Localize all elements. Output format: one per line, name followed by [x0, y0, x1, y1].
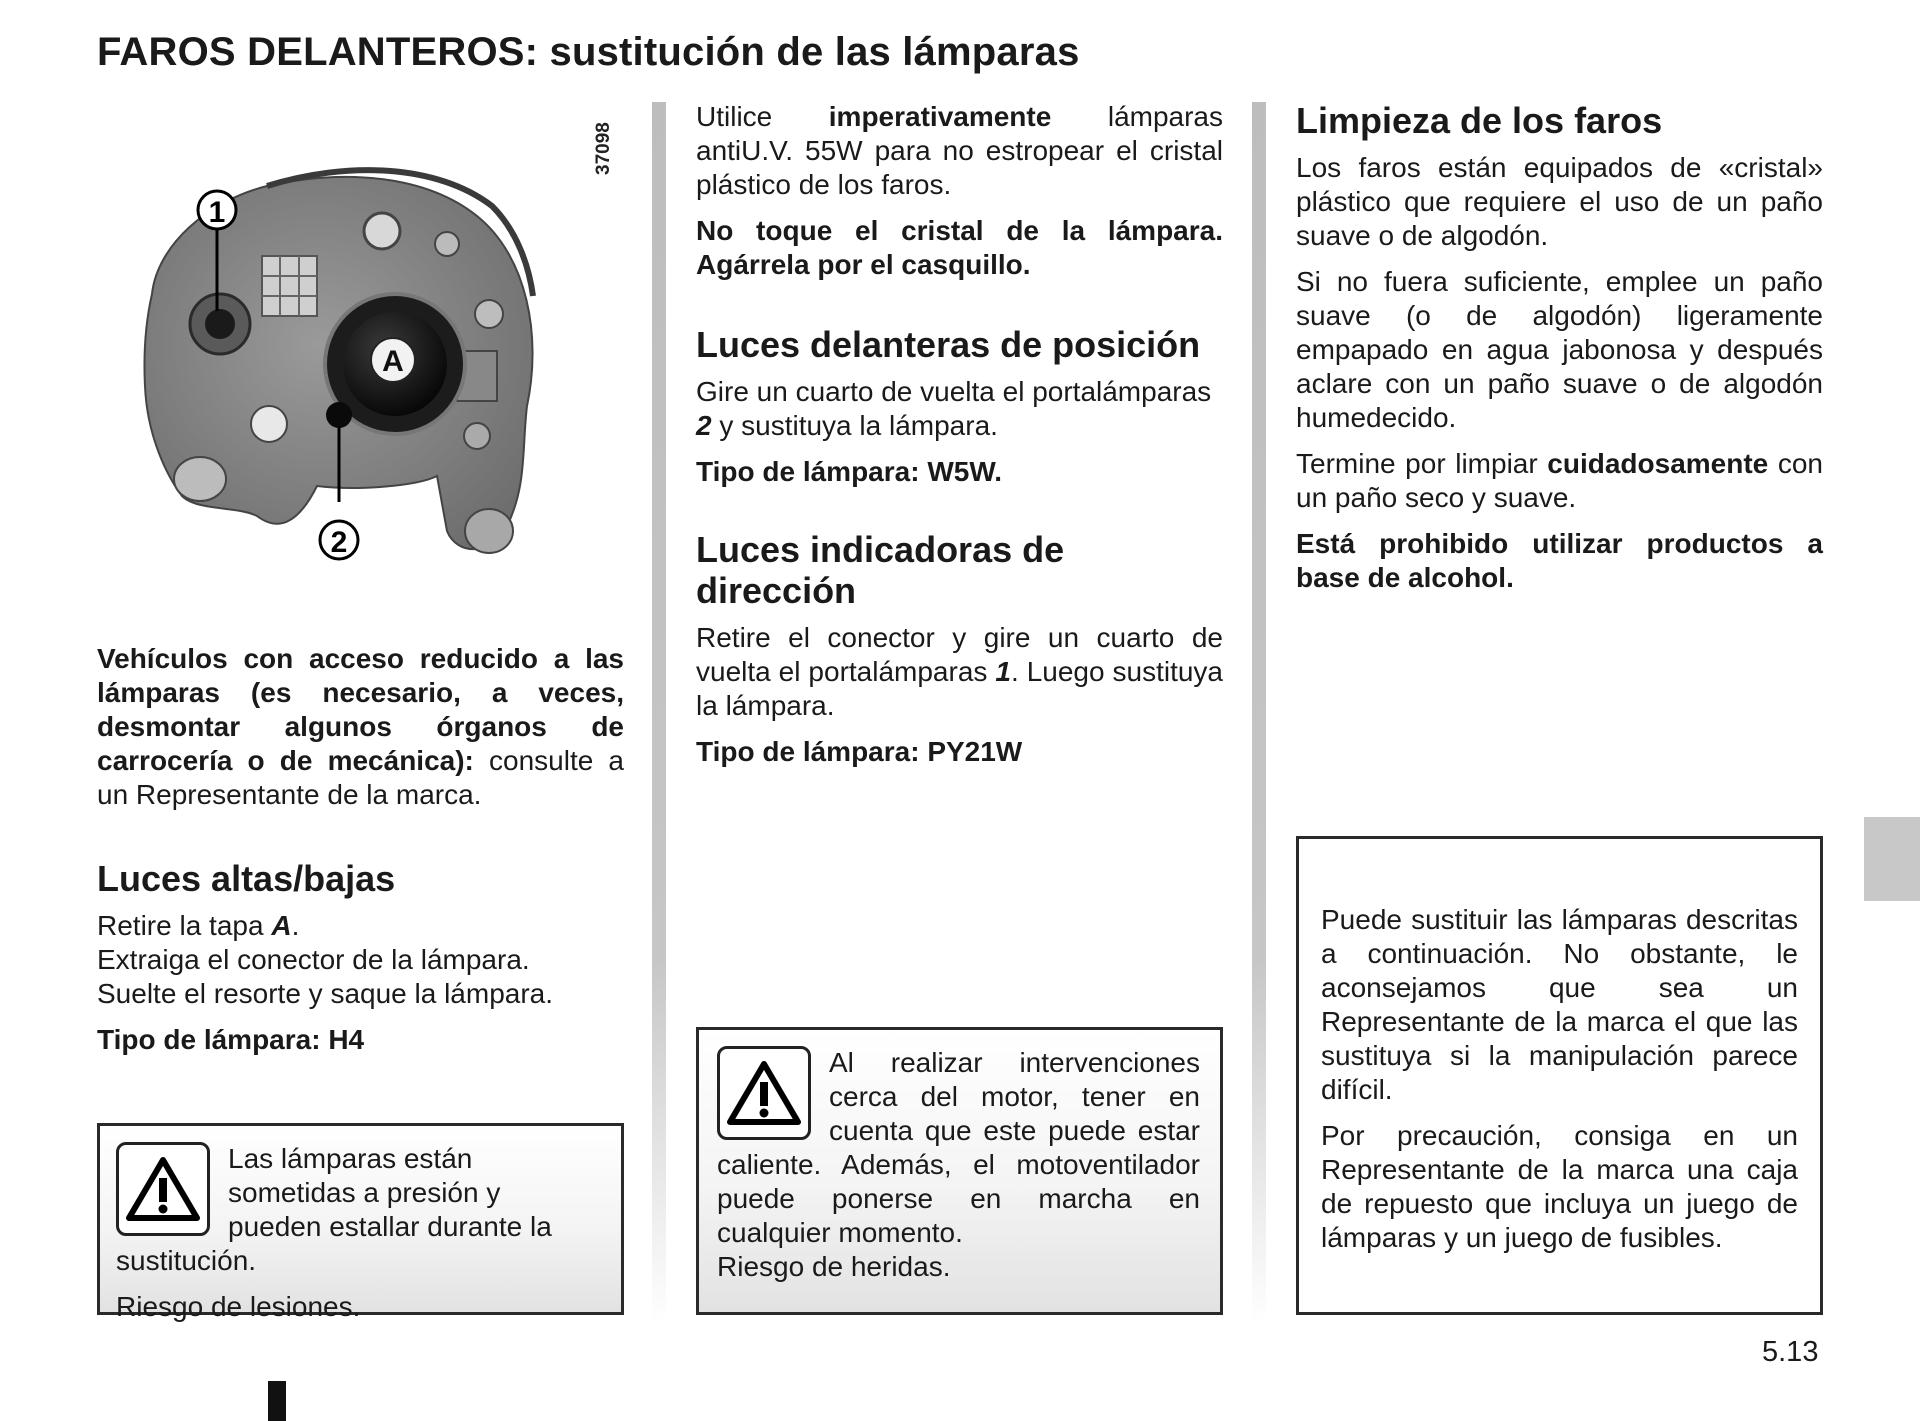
position-lamp-type: Tipo de lámpara: W5W.	[696, 456, 1002, 487]
column-divider-1	[652, 102, 666, 1324]
warning-engine-risk: Riesgo de heridas.	[717, 1251, 951, 1282]
cleaning-p2: Si no fuera suficiente, emplee un paño suave (o de algodón) ligeramente empapado en agua jabonosa y después aclare con un paño suave o de algodón humedecido.	[1296, 266, 1823, 433]
warning-engine-text: Al realizar intervenciones cerca del motor, tener en cuenta que este puede estar caliente. Además, el motoventilador puede ponerse en marcha en cualquier momento.	[717, 1047, 1200, 1248]
left-column	[97, 642, 624, 1069]
note-p1: Puede sustituir las lámparas descritas a continuación. No obstante, le aconsejamos que sea un Representante de la marca el que las sustituya si la manipulación parece difícil.	[1321, 904, 1798, 1105]
reduced-access-paragraph	[97, 642, 624, 812]
callout-2-label: 2	[330, 526, 348, 559]
cleaning-prohibited: Está prohibido utilizar productos a base de alcohol.	[1296, 528, 1823, 593]
page-edge-marker	[268, 1381, 286, 1421]
indicator-heading: Luces indicadoras de dirección	[696, 529, 1065, 611]
warning-lamps-text: Las lámparas están sometidas a presión y pueden estallar durante la sustitución.	[116, 1143, 552, 1276]
warning-icon	[116, 1142, 210, 1236]
warning-lamps-risk: Riesgo de lesiones.	[116, 1291, 361, 1322]
hl-line1-pre: Retire la tapa	[97, 910, 272, 941]
uv-pre: Utilice	[696, 101, 829, 132]
page-number: 5.13	[1762, 1336, 1819, 1368]
hl-lamp-type: Tipo de lámpara: H4	[97, 1024, 365, 1055]
position-heading: Luces delanteras de posición	[696, 324, 1201, 365]
callout-a-label: A	[382, 345, 404, 378]
callout-1-label: 1	[208, 196, 226, 229]
headlight-figure	[97, 106, 624, 576]
position-pre: Gire un cuarto de vuelta el portalámparas	[696, 376, 1212, 407]
note-p2: Por precaución, consiga en un Representante de la marca una caja de repuesto que incluya un juego de lámparas y un juego de fusibles.	[1321, 1120, 1798, 1253]
hl-letter-a: A	[271, 910, 292, 941]
figure-code: 37098	[593, 122, 614, 175]
cleaning-heading: Limpieza de los faros	[1296, 100, 1663, 141]
warning-icon	[717, 1046, 811, 1140]
middle-column	[696, 100, 1223, 781]
page-title: FAROS DELANTEROS: sustitución de las lámparas	[97, 30, 1080, 74]
info-note-box	[1296, 836, 1823, 1315]
indicator-post: . Luego sustituya la lámpara.	[696, 656, 1224, 721]
position-paragraph	[696, 375, 1223, 443]
column-divider-2	[1252, 102, 1266, 1324]
cleaning-p3-pre: Termine por limpiar	[1296, 448, 1548, 479]
reduced-access-rest: consulte a un Representante de la marca.	[97, 745, 625, 810]
hl-line1-post: .	[291, 910, 300, 941]
hl-line2: Extraiga el conector de la lámpara.	[97, 944, 530, 975]
indicator-num: 1	[995, 656, 1011, 687]
hl-line3: Suelte el resorte y saque la lámpara.	[97, 978, 554, 1009]
position-post: y sustituya la lámpara.	[711, 410, 998, 441]
indicator-pre: Retire el conector y gire un cuarto de vuelta el portalámparas	[696, 622, 1223, 687]
uv-bold: imperativamente	[828, 101, 1052, 132]
indicator-lamp-type: Tipo de lámpara: PY21W	[696, 736, 1023, 767]
section-tab	[1864, 817, 1920, 901]
cleaning-p3-bold: cuidadosamente	[1547, 448, 1769, 479]
right-column	[1296, 100, 1823, 607]
indicator-paragraph	[696, 621, 1223, 723]
hl-line1	[97, 909, 624, 943]
uv-paragraph	[696, 100, 1223, 202]
position-num: 2	[696, 410, 712, 441]
uv-post: lámparas antiU.V. 55W para no estropear el cristal plástico de los faros.	[696, 101, 1223, 200]
cleaning-p3	[1296, 447, 1823, 515]
reduced-access-bold: Vehículos con acceso reducido a las lámparas (es necesario, a veces, desmontar algunos órganos de carrocería o de mecánica):	[97, 643, 624, 776]
warning-box-lamps	[97, 1123, 624, 1322]
high-low-heading: Luces altas/bajas	[97, 858, 396, 899]
no-touch-warning: No toque el cristal de la lámpara. Agárrela por el casquillo.	[696, 215, 1223, 280]
cleaning-p1: Los faros están equipados de «cristal» plástico que requiere el uso de un paño suave o de algodón.	[1296, 152, 1823, 251]
warning-box-engine	[696, 1027, 1223, 1315]
cleaning-p3-post: con un paño seco y suave.	[1296, 448, 1823, 513]
headlight-rear-illustration	[97, 106, 624, 576]
